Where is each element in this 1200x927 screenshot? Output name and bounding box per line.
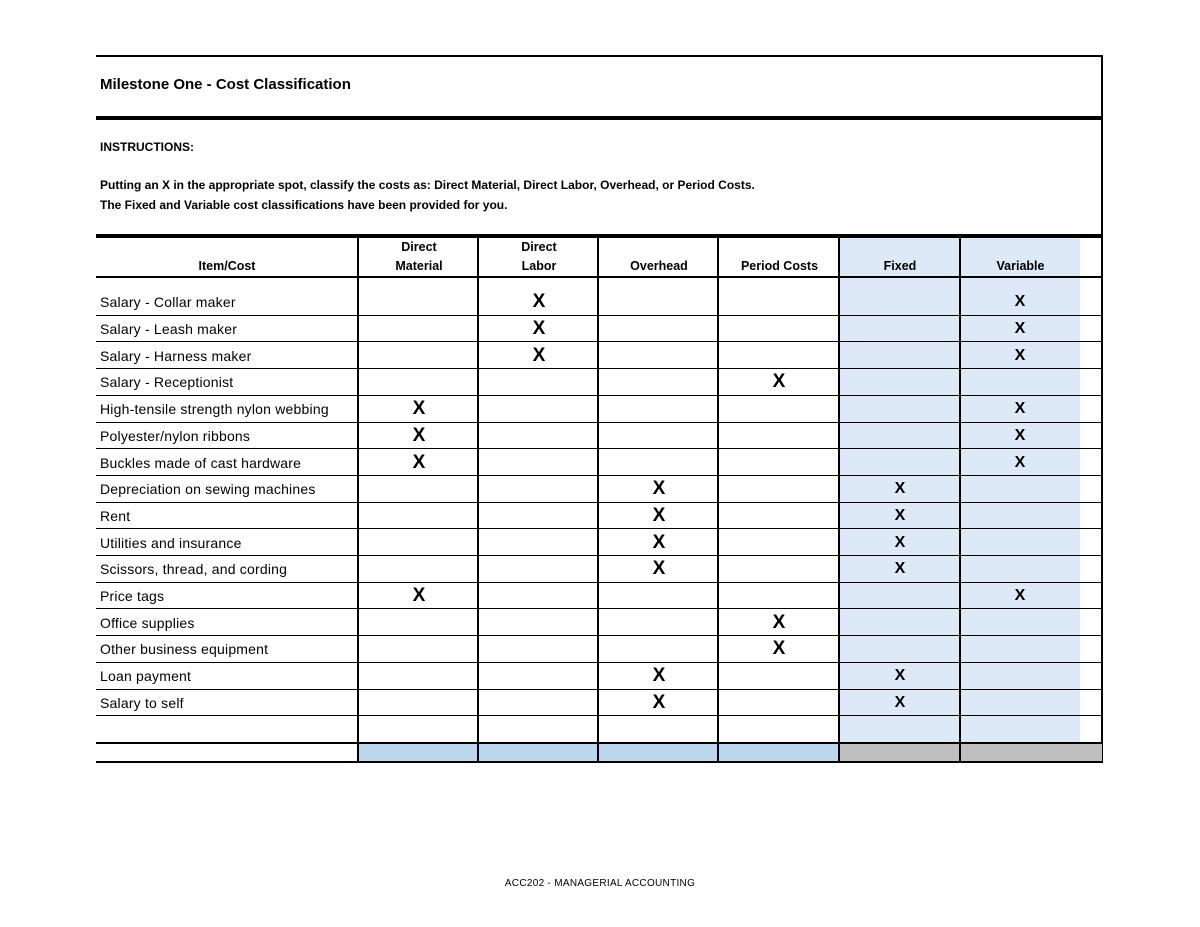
- col-header-direct-labor: Direct Labor: [521, 240, 557, 273]
- table-row: [96, 316, 1103, 343]
- col-header-fixed: Fixed: [883, 259, 917, 273]
- behavior-mark: X: [1014, 587, 1026, 605]
- col-header-direct-material: Direct Material: [395, 240, 443, 273]
- table-row: [96, 476, 1103, 503]
- item-cost-cell[interactable]: Salary - Harness maker: [100, 347, 252, 364]
- col-divider-5: [838, 238, 840, 763]
- classification-mark[interactable]: X: [652, 691, 666, 713]
- item-cost-cell[interactable]: Utilities and insurance: [100, 534, 242, 551]
- col-header-period-costs: Period Costs: [740, 259, 819, 273]
- col-divider-4: [717, 238, 719, 763]
- behavior-mark: X: [1014, 400, 1026, 418]
- classification-mark[interactable]: X: [772, 611, 786, 633]
- header-bottom-rule: [96, 276, 1103, 278]
- total-strip-behavior: [840, 743, 1102, 762]
- table-row: [96, 529, 1103, 556]
- table-row: [96, 583, 1103, 610]
- behavior-mark: X: [894, 560, 906, 578]
- classification-mark[interactable]: X: [772, 371, 786, 393]
- behavior-mark: X: [894, 667, 906, 685]
- classification-mark[interactable]: X: [652, 504, 666, 526]
- item-cost-cell[interactable]: Price tags: [100, 588, 165, 605]
- table-row: [96, 556, 1103, 583]
- behavior-mark: X: [1014, 426, 1026, 444]
- col-divider-1: [357, 238, 359, 763]
- behavior-mark: X: [1014, 453, 1026, 471]
- instructions-line-2: The Fixed and Variable cost classifications have been provided for you.: [100, 198, 508, 212]
- behavior-mark: X: [1014, 320, 1026, 338]
- item-cost-cell[interactable]: Office supplies: [100, 614, 195, 631]
- classification-mark[interactable]: X: [652, 531, 666, 553]
- table-row: [96, 716, 1103, 743]
- item-cost-cell[interactable]: Salary - Leash maker: [100, 321, 238, 338]
- table-row: [96, 396, 1103, 423]
- behavior-mark: X: [894, 506, 906, 524]
- behavior-mark: X: [894, 693, 906, 711]
- classification-mark[interactable]: X: [772, 638, 786, 660]
- table-row: [96, 449, 1103, 476]
- table-row: [96, 636, 1103, 663]
- item-cost-cell[interactable]: Other business equipment: [100, 641, 269, 658]
- page-footer: ACC202 - MANAGERIAL ACCOUNTING: [504, 878, 696, 889]
- classification-mark[interactable]: X: [412, 398, 426, 420]
- behavior-mark: X: [894, 533, 906, 551]
- sheet-top-border: [96, 55, 1103, 57]
- classification-mark[interactable]: X: [652, 665, 666, 687]
- behavior-mark: X: [1014, 346, 1026, 364]
- item-cost-cell[interactable]: Buckles made of cast hardware: [100, 454, 302, 471]
- classification-mark[interactable]: X: [532, 291, 546, 313]
- item-cost-cell[interactable]: Salary - Collar maker: [100, 294, 236, 311]
- col-divider-2: [477, 238, 479, 763]
- classification-mark[interactable]: X: [532, 318, 546, 340]
- col-header-variable: Variable: [996, 259, 1045, 273]
- classification-mark[interactable]: X: [412, 424, 426, 446]
- table-row: [96, 369, 1103, 396]
- table-bottom-rule-1: [96, 742, 1103, 744]
- table-row: [96, 609, 1103, 636]
- col-header-overhead: Overhead: [630, 259, 688, 273]
- item-cost-cell[interactable]: High-tensile strength nylon webbing: [100, 401, 329, 418]
- item-cost-cell[interactable]: Salary to self: [100, 694, 184, 711]
- behavior-mark: X: [894, 480, 906, 498]
- col-divider-6: [959, 238, 961, 763]
- classification-mark[interactable]: X: [412, 585, 426, 607]
- col-header-item-cost: Item/Cost: [198, 259, 256, 273]
- item-cost-cell[interactable]: Polyester/nylon ribbons: [100, 427, 251, 444]
- instructions-heading: INSTRUCTIONS:: [100, 140, 194, 154]
- item-cost-cell[interactable]: Rent: [100, 507, 131, 524]
- table-bottom-rule-2: [96, 761, 1103, 763]
- item-cost-cell[interactable]: Salary - Receptionist: [100, 374, 234, 391]
- table-row: [96, 503, 1103, 530]
- total-strip-classification: [359, 743, 840, 762]
- table-row: [96, 342, 1103, 369]
- item-cost-cell[interactable]: Scissors, thread, and cording: [100, 561, 288, 578]
- classification-mark[interactable]: X: [652, 558, 666, 580]
- table-row: [96, 289, 1103, 316]
- behavior-mark: X: [1014, 293, 1026, 311]
- title-divider: [96, 116, 1103, 120]
- classification-mark[interactable]: X: [652, 478, 666, 500]
- table-row: [96, 690, 1103, 717]
- table-row: [96, 663, 1103, 690]
- classification-mark[interactable]: X: [412, 451, 426, 473]
- col-divider-3: [597, 238, 599, 763]
- item-cost-cell[interactable]: Depreciation on sewing machines: [100, 481, 316, 498]
- classification-mark[interactable]: X: [532, 344, 546, 366]
- instructions-line-1: Putting an X in the appropriate spot, classify the costs as: Direct Material, Direct Labor, Overhead, or Period Costs.: [100, 178, 755, 192]
- page-title: Milestone One - Cost Classification: [100, 76, 351, 93]
- item-cost-cell[interactable]: Loan payment: [100, 668, 192, 685]
- table-row: [96, 423, 1103, 450]
